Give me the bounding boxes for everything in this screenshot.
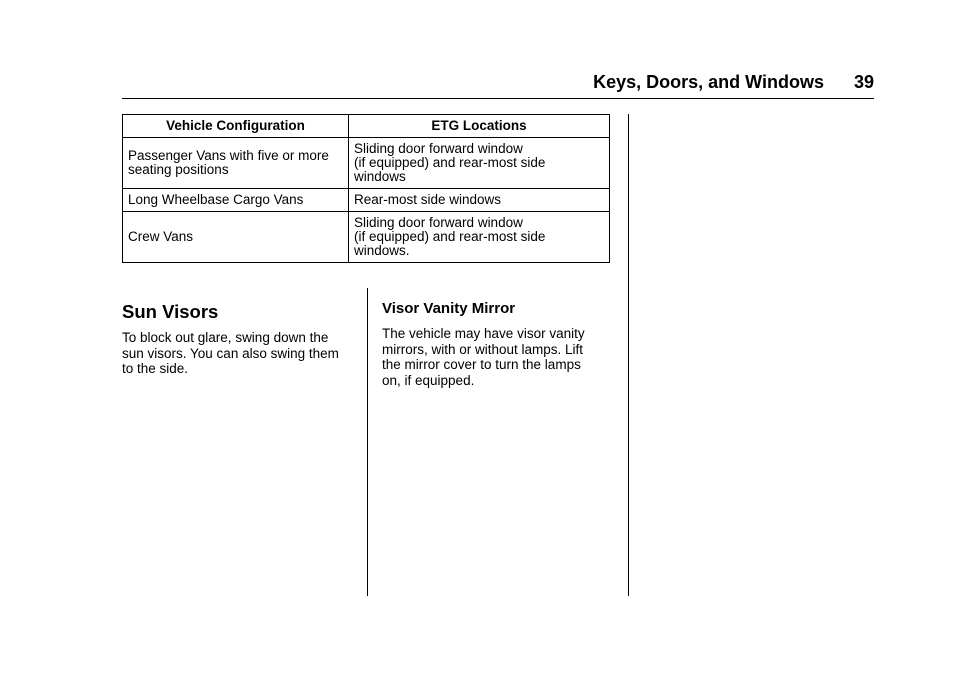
body-line: the mirror cover to turn the lamps <box>382 357 581 372</box>
cell-etg-location <box>349 212 610 263</box>
column-divider-left <box>367 288 368 596</box>
cell-text-line: Long Wheelbase Cargo Vans <box>128 192 304 207</box>
etg-locations-table <box>122 114 610 263</box>
sun-visors-heading: Sun Visors <box>122 301 219 322</box>
page-header <box>122 72 874 92</box>
column-header-etg-locations: ETG Locations <box>349 115 610 138</box>
body-line: sun visors. You can also swing them <box>122 345 339 361</box>
visor-vanity-mirror-heading: Visor Vanity Mirror <box>382 300 516 317</box>
table-row <box>123 212 610 263</box>
cell-text-line: Sliding door forward window <box>354 215 523 230</box>
sun-visors-body <box>122 330 339 377</box>
cell-vehicle-configuration <box>123 212 349 263</box>
cell-text-line: windows <box>354 169 406 184</box>
body-line: The vehicle may have visor vanity <box>382 326 585 341</box>
table-row <box>123 138 610 189</box>
body-line: mirrors, with or without lamps. Lift <box>382 341 584 357</box>
column-divider-right <box>628 114 629 596</box>
header-rule <box>122 98 874 99</box>
section-title: Keys, Doors, and Windows <box>593 72 824 92</box>
table-row <box>123 189 610 212</box>
cell-text-line: windows. <box>354 243 410 258</box>
cell-vehicle-configuration <box>123 138 349 189</box>
page-number: 39 <box>853 72 874 92</box>
body-line: to the side. <box>122 361 189 376</box>
cell-text-line: Passenger Vans with five or more <box>128 148 329 163</box>
cell-text-line: Rear-most side windows <box>354 192 502 207</box>
column-header-vehicle-configuration: Vehicle Configuration <box>123 115 349 138</box>
cell-etg-location <box>349 189 610 212</box>
body-line: on, if equipped. <box>382 372 475 388</box>
cell-text-line: Crew Vans <box>128 229 194 244</box>
cell-etg-location <box>349 138 610 189</box>
cell-text-line: seating positions <box>128 162 229 177</box>
cell-vehicle-configuration <box>123 189 349 212</box>
cell-text-line: (if equipped) and rear-most side <box>354 155 546 170</box>
cell-text-line: (if equipped) and rear-most side <box>354 229 546 244</box>
visor-vanity-mirror-body <box>382 326 585 388</box>
table-header-row <box>123 115 610 138</box>
cell-text-line: Sliding door forward window <box>354 141 523 156</box>
body-line: To block out glare, swing down the <box>122 330 329 345</box>
